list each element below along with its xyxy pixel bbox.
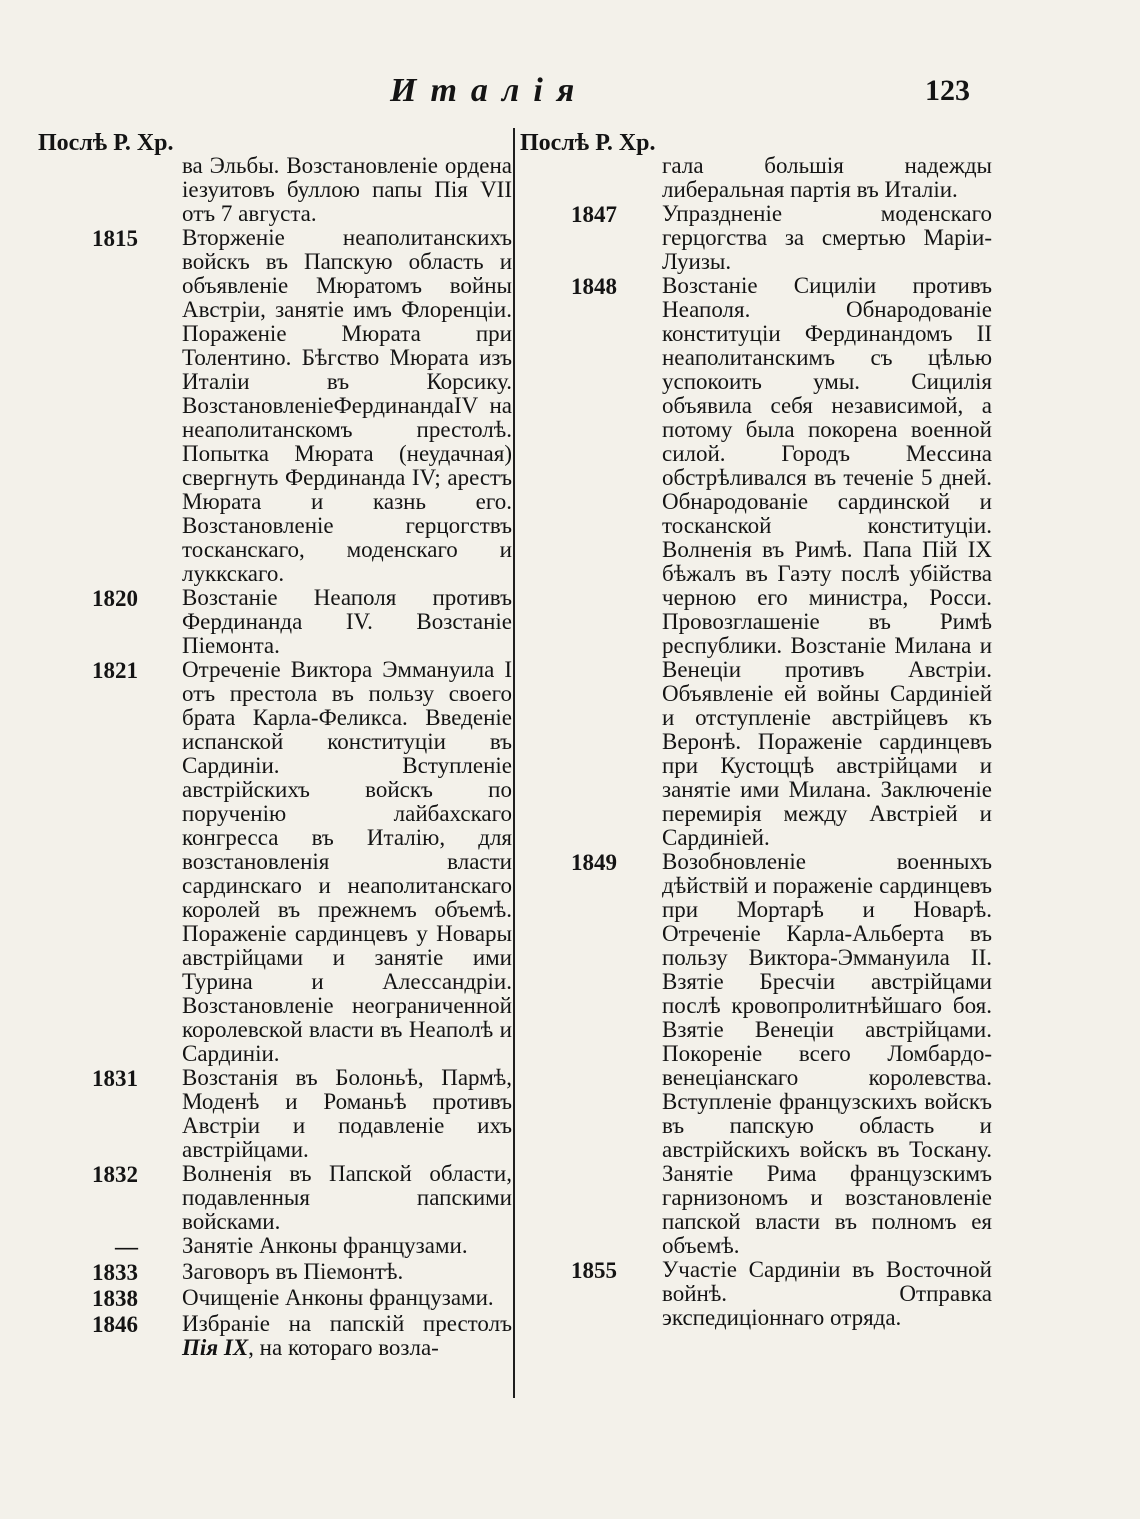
entry-text: Возобновленіе военныхъ дѣйствій и пораженіе сардинцевъ при Мортарѣ и Новарѣ. Отреченіе Карла-Альберта въ пользу Виктора-Эммануила II. Взятіе Бресчіи австрійцами послѣ кровопролитнѣйшаго боя. Взятіе Венеціи австрійцами. Покореніе всего Ломбардо-венеціанскаго королевства. Вступленіе французскихъ войскъ въ папскую область и австрійскихъ войскъ въ Тоскану. Занятіе Рима французскимъ гарнизономъ и возстановленіе папской власти въ полномъ ея объемѣ. (662, 849, 992, 1258)
entry-year: 1831 (92, 1066, 138, 1091)
page-title: Италія (390, 72, 589, 109)
entry-text: Вторженіе неаполитанскихъ войскъ въ Папскую область и объявленіе Мюратомъ войны Австріи, занятіе имъ Флоренціи. Пораженіе Мюрата при Толентино. Бѣгство Мюрата изъ Италіи въ Корсику. ВозстановленіеФердинандаIV на неаполитанскомъ престолѣ. Попытка Мюрата (неудачная) свергнуть Фердинанда IV; арестъ Мюрата и казнь его. Возстановленіе герцогствъ тосканскаго, моденскаго и луккскаго. (182, 225, 512, 586)
chronology-entry (38, 1260, 508, 1286)
entry-year: 1849 (571, 850, 617, 875)
left-column-header: Послѣ Р. Хр. (38, 130, 174, 156)
entry-text: Отреченіе Виктора Эммануила I отъ престола въ пользу своего брата Карла-Феликса. Введеніе испанской конституціи въ Сардиніи. Вступленіе австрійскихъ войскъ по порученію лайбахскаго конгресса въ Италію, для возстановленія власти сардинскаго и неаполитанскаго королей въ прежнемъ объемѣ. Пораженіе сардинцевъ у Новары австрійцами и занятіе ими Турина и Алессандріи. Возстановленіе неограниченной королевской власти въ Неаполѣ и Сардиніи. (182, 657, 512, 1066)
entry-text: ва Эльбы. Возстановленіе ордена іезуитовъ буллою папы Пія VII отъ 7 августа. (182, 153, 512, 226)
chronology-entry (38, 1161, 512, 1234)
entry-text: Занятіе Анконы французами. (182, 1233, 468, 1258)
entry-year: 1847 (571, 202, 617, 227)
left-column (38, 128, 512, 1360)
chronology-entry (38, 657, 512, 1066)
chronology-entry (520, 274, 990, 850)
chronology-entry (520, 1258, 990, 1330)
page-number: 123 (925, 74, 970, 107)
entry-text: Упраздненіе моденскаго герцогства за смертью Маріи-Луизы. (662, 201, 992, 274)
pope-name-italic: Пія IX (182, 1335, 249, 1360)
entry-year: 1821 (92, 658, 138, 683)
entry-year: 1832 (92, 1162, 138, 1187)
entry-year: 1838 (92, 1286, 138, 1311)
entry-text: гала большія надежды либеральная партія въ Италіи. (662, 153, 992, 202)
chronology-entry (38, 1234, 508, 1260)
right-column-header: Послѣ Р. Хр. (520, 130, 656, 156)
entry-year: 1846 (92, 1312, 138, 1337)
right-column (520, 128, 990, 1330)
entry-year: 1848 (571, 274, 617, 299)
chronology-entry (38, 585, 512, 658)
entry-text-part: , на котораго возла- (248, 1335, 439, 1360)
chronology-entry (38, 1286, 508, 1312)
column-divider (513, 128, 515, 1398)
entry-text (182, 1312, 512, 1360)
chronology-entry (520, 154, 990, 202)
entry-year: 1833 (92, 1260, 138, 1285)
chronology-entry (38, 225, 512, 586)
entry-year: 1855 (571, 1258, 617, 1283)
entry-year (38, 154, 138, 226)
entry-year: 1820 (92, 586, 138, 611)
entry-text: Возстанія въ Болоньѣ, Пармѣ, Моденѣ и Романьѣ противъ Австріи и подавленіе ихъ австрійцами. (182, 1065, 512, 1162)
entry-text: Волненія въ Папской области, подавленныя папскими войсками. (182, 1161, 512, 1234)
entry-text: Заговоръ въ Піемонтѣ. (182, 1259, 404, 1284)
chronology-entry (38, 1065, 512, 1162)
entry-year: 1815 (92, 226, 138, 251)
entry-text: Возстаніе Сициліи противъ Неаполя. Обнародованіе конституціи Фердинандомъ II неаполитанскимъ съ цѣлью успокоить умы. Сицилія объявила себя независимой, а потому была покорена военной силой. Городъ Мессина обстрѣливался въ теченіе 5 дней. Обнародованіе сардинской и тосканской конституціи. Волненія въ Римѣ. Папа Пій IX бѣжалъ въ Гаэту послѣ убійства черною его министра, Росси. Провозглашеніе въ Римѣ республики. Возстаніе Милана и Венеціи противъ Австріи. Объявленіе ей войны Сардиніей и отступленіе австрійцевъ къ Веронѣ. Пораженіе сардинцевъ при Кустоццѣ австрійцами и занятіе ими Милана. Заключеніе перемирія между Австріей и Сардиніей. (662, 273, 992, 850)
chronology-entry (38, 153, 512, 226)
entry-year (520, 154, 617, 202)
chronology-entry (38, 1311, 512, 1360)
entry-text: Очищеніе Анконы французами. (182, 1285, 494, 1310)
entry-text: Участіе Сардиніи въ Восточной войнѣ. Отправка экспедиціоннаго отряда. (662, 1257, 992, 1330)
entry-text: Возстаніе Неаполя противъ Фердинанда IV. Возстаніе Піемонта. (182, 585, 512, 658)
entry-text-part: Избраніе на папскій престолъ (182, 1311, 512, 1336)
entry-year: — (115, 1234, 138, 1259)
chronology-entry (520, 202, 990, 274)
chronology-entry (520, 850, 990, 1258)
